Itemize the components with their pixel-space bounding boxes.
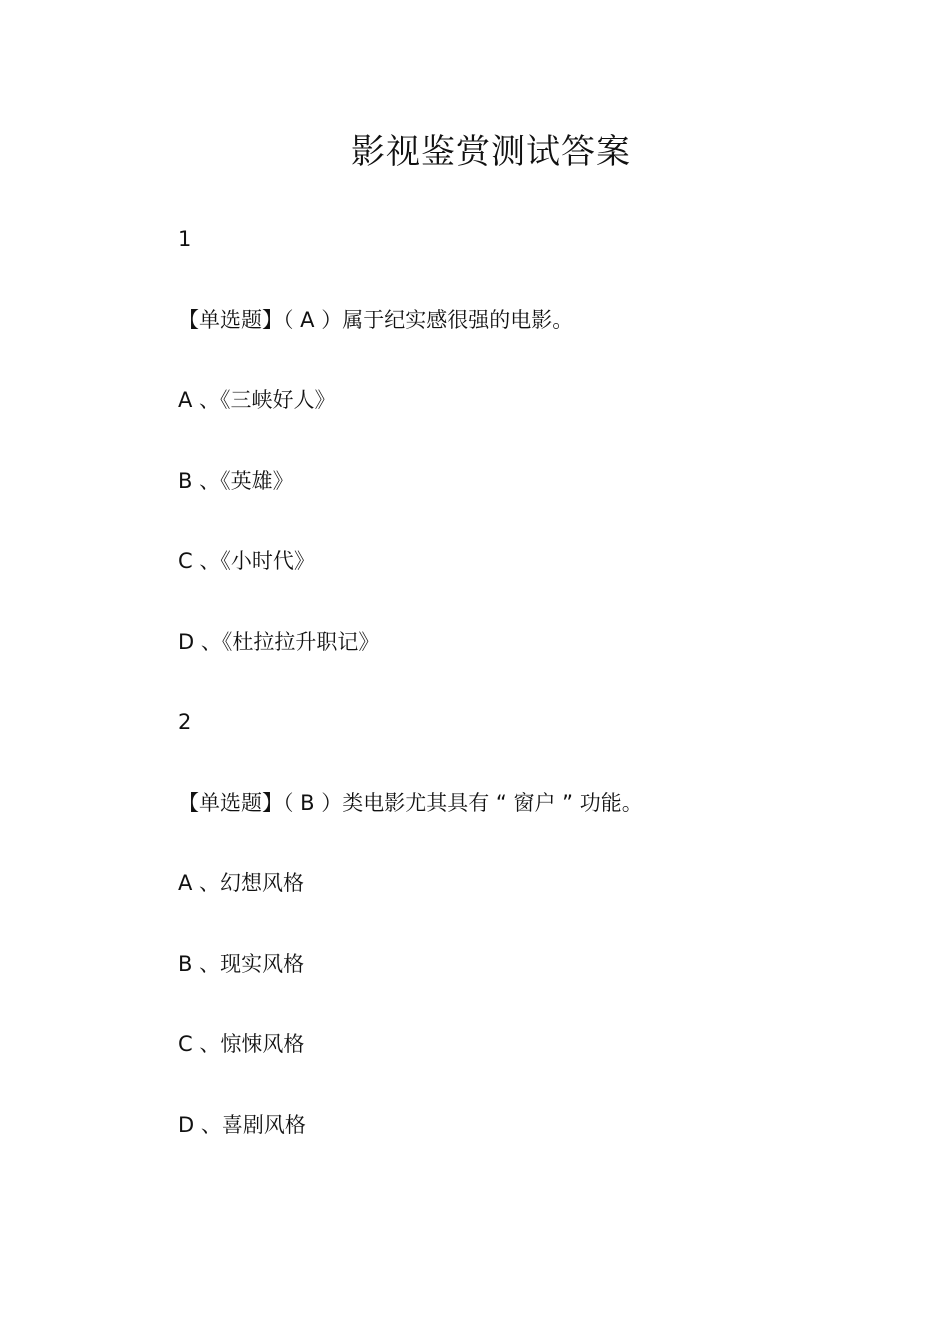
question-1-option-a: A 、《三峡好人》 [178,388,336,412]
question-2-option-b: B 、现实风格 [178,952,305,976]
question-1-option-c: C 、《小时代》 [178,549,315,573]
question-1-option-d: D 、《杜拉拉升职记》 [178,630,380,654]
question-2-option-c: C 、惊悚风格 [178,1032,305,1056]
question-1-stem: 【单选题】（ A ）属于纪实感很强的电影。 [178,308,574,332]
question-1-option-b: B 、《英雄》 [178,469,294,493]
question-2-number: 2 [178,710,192,734]
question-1-number: 1 [178,227,192,251]
question-2-option-d: D 、喜剧风格 [178,1113,306,1137]
document-title-text: 影视鉴赏测试答案 [351,132,631,172]
document-title [0,128,950,176]
question-2-option-a: A 、幻想风格 [178,871,305,895]
question-2-stem: 【单选题】（ B ）类电影尤其具有 “ 窗户 ” 功能。 [178,791,643,815]
